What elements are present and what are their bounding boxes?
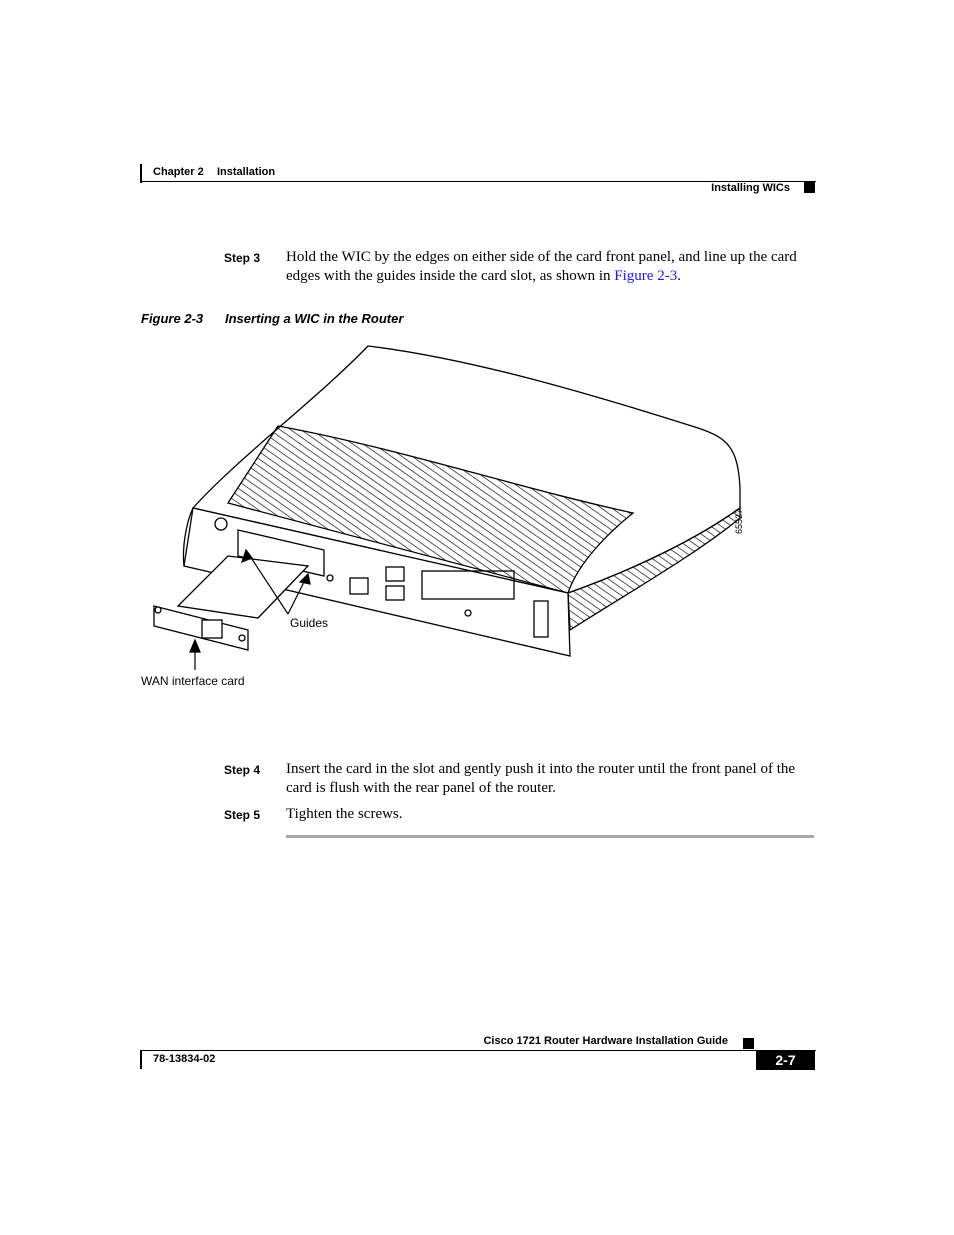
procedure-end-rule [286, 835, 814, 838]
step-4-text: Insert the card in the slot and gently push it into the router until the front panel of the card is flush with the rear panel of the router. [286, 761, 796, 796]
callout-guides: Guides [290, 616, 329, 630]
header-section-title: Installing WICs [711, 182, 790, 194]
header-chapter: Chapter 2 [153, 166, 204, 178]
footer-marker-box [743, 1038, 754, 1049]
step-3-text: Hold the WIC by the edges on either side of the card front panel, and line up the card edges with the guides inside the card slot, as shown in Figure 2-3. [286, 249, 797, 284]
footer-doc-number: 78-13834-02 [153, 1053, 216, 1065]
wan-interface-card [154, 556, 308, 650]
footer-rule [140, 1050, 816, 1051]
footer-left-bar [140, 1050, 142, 1069]
step-4-label: Step 4 [224, 763, 261, 777]
figure-2-3-link[interactable]: Figure 2-3 [614, 268, 678, 284]
callout-wan-interface-card: WAN interface card [141, 674, 245, 688]
header-marker-box [804, 182, 815, 193]
art-id-label: 65527 [734, 508, 744, 534]
step-3-label: Step 3 [224, 251, 261, 265]
header-chapter-title: Installation [217, 166, 276, 178]
step-5-text: Tighten the screws. [286, 806, 403, 822]
step-5-label: Step 5 [224, 808, 261, 822]
footer-page-number: 2-7 [756, 1051, 815, 1070]
figure-number: Figure 2-3 [141, 311, 204, 326]
router-wic-illustration [138, 338, 758, 698]
figure-title: Inserting a WIC in the Router [225, 311, 404, 326]
footer-guide-title: Cisco 1721 Router Hardware Installation Guide [483, 1035, 728, 1047]
figure-caption [141, 311, 404, 326]
